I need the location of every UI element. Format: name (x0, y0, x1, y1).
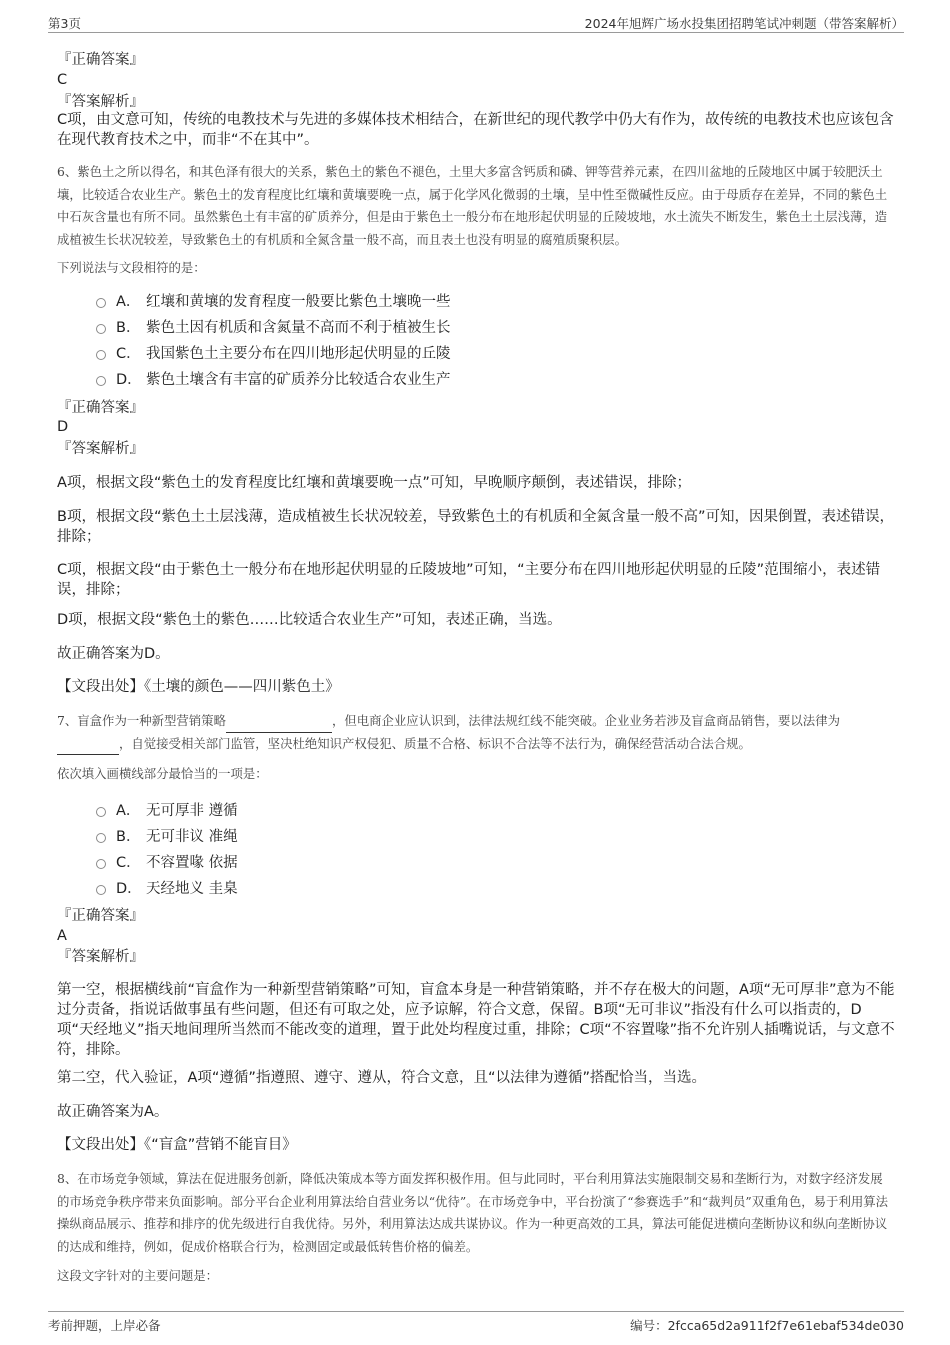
q6-option-a[interactable] (96, 292, 451, 312)
document-id: 编号：2fcca65d2a911f2f7e61ebaf534de030 (630, 1318, 904, 1333)
option-letter: C． (116, 855, 141, 871)
document-title: 2024年旭辉广场水投集团招聘笔试冲刺题（带答案解析） (584, 16, 904, 31)
radio-icon[interactable] (96, 324, 106, 334)
option-text: 不容置喙 依据 (146, 855, 238, 871)
page-header (48, 12, 904, 33)
q6-correct-answer-label: 『正确答案』 (57, 400, 144, 416)
q7-prompt: 依次填入画横线部分最恰当的一项是： (57, 766, 268, 781)
fill-blank-2 (57, 740, 119, 755)
q6-correct-answer-value: D (57, 419, 69, 435)
q7-option-b[interactable] (96, 827, 238, 847)
q6-passage: 6、紫色土之所以得名，和其色泽有很大的关系，紫色土的紫色不褪色，土里大多富含钙质和磷、钾等营养元素，在四川盆地的丘陵地区中属于较肥沃土壤，比较适合农业生产。紫色土的发育程度比红壤和黄壤要晚一点，属于化学风化微弱的土壤，呈中性至微碱性反应。由于母质存在差异，不同的紫色土中石灰含量也有所不同。虽然紫色土有丰富的矿质养分，但是由于紫色土一般分布在地形起伏明显的丘陵坡地，水土流失不断发生，紫色土土层浅薄，造成植被生长状况较差，导致紫色土的有机质和全氮含量一般不高，而且表土也没有明显的腐殖质聚积层。 (57, 164, 888, 247)
q7-correct-answer-value: A (57, 928, 67, 944)
option-text: 天经地义 圭臬 (146, 881, 238, 897)
q5-analysis-text: C项，由文意可知，传统的电教技术与先进的多媒体技术相结合，在新世纪的现代教学中仍大有作为，故传统的电教技术也应该包含在现代教育技术之中，而非“不在其中”。 (57, 112, 894, 148)
q7-option-d[interactable] (96, 879, 238, 899)
page-footer (48, 1311, 904, 1336)
q6-analysis-b: B项，根据文段“紫色土土层浅薄，造成植被生长状况较差，导致紫色土的有机质和全氮含量一般不高”可知，因果倒置，表述错误，排除； (57, 509, 894, 545)
q6-analysis-c: C项，根据文段“由于紫色土一般分布在地形起伏明显的丘陵坡地”可知，“主要分布在四川地形起伏明显的丘陵”范围缩小，表述错误，排除； (57, 562, 881, 598)
radio-icon[interactable] (96, 859, 106, 869)
option-text: 我国紫色土主要分布在四川地形起伏明显的丘陵 (146, 346, 451, 362)
q7-passage-part2: ，但电商企业应认识到，法律法规红线不能突破。企业业务若涉及盲盒商品销售，要以法律为 (331, 713, 840, 728)
footer-slogan: 考前押题，上岸必备 (48, 1318, 161, 1333)
option-letter: D． (116, 881, 142, 897)
q8-prompt: 这段文字针对的主要问题是： (57, 1268, 219, 1283)
q7-analysis-label: 『答案解析』 (57, 949, 144, 965)
fill-blank-1 (226, 718, 332, 733)
option-letter: A． (116, 803, 141, 819)
q6-conclusion: 故正确答案为D。 (57, 646, 170, 662)
q7-source: 【文段出处】《“盲盒”营销不能盲目》 (57, 1137, 297, 1153)
option-text: 无可非议 准绳 (146, 829, 238, 845)
q6-source: 【文段出处】《土壤的颜色——四川紫色土》 (57, 679, 340, 695)
q7-passage-part1: 7、盲盒作为一种新型营销策略 (57, 713, 226, 728)
q7-conclusion: 故正确答案为A。 (57, 1104, 169, 1120)
option-text: 紫色土壤含有丰富的矿质养分比较适合农业生产 (146, 372, 451, 388)
option-letter: D． (116, 372, 142, 388)
q6-option-c[interactable] (96, 344, 451, 364)
q7-passage-part3: ，自觉接受相关部门监管，坚决杜绝知识产权侵犯、质量不合格、标识不合法等不法行为，确保经营活动合法合规。 (119, 735, 751, 751)
page-number: 第3页 (48, 16, 81, 31)
radio-icon[interactable] (96, 298, 106, 308)
q6-prompt: 下列说法与文段相符的是： (57, 260, 206, 275)
option-text: 紫色土因有机质和含氮量不高而不利于植被生长 (146, 320, 451, 336)
radio-icon[interactable] (96, 885, 106, 895)
q7-correct-answer-label: 『正确答案』 (57, 908, 144, 924)
q6-analysis-d: D项，根据文段“紫色土的紫色……比较适合农业生产”可知，表述正确，当选。 (57, 612, 562, 628)
option-letter: B． (116, 829, 141, 845)
q5-analysis-label: 『答案解析』 (57, 94, 144, 110)
radio-icon[interactable] (96, 350, 106, 360)
option-letter: A． (116, 294, 141, 310)
q6-analysis-label: 『答案解析』 (57, 441, 144, 457)
option-text: 无可厚非 遵循 (146, 803, 238, 819)
q5-correct-answer-value: C (57, 72, 68, 88)
q8-passage: 8、在市场竞争领域，算法在促进服务创新，降低决策成本等方面发挥积极作用。但与此同时，平台利用算法实施限制交易和垄断行为，对数字经济发展的市场竞争秩序带来负面影响。部分平台企业利用算法给自营业务以“优待”。在市场竞争中，平台扮演了“参赛选手”和“裁判员”双重角色，易于利用算法操纵商品展示、推荐和排序的优先级进行自我优待。另外，利用算法达成共谋协议。作为一种更高效的工具，算法可能促进横向垄断协议和纵向垄断协议的达成和维持，例如，促成价格联合行为，检测固定或最低转售价格的偏差。 (57, 1171, 889, 1254)
q7-option-a[interactable] (96, 801, 238, 821)
q6-analysis-a: A项，根据文段“紫色土的发育程度比红壤和黄壤要晚一点”可知，早晚顺序颠倒，表述错误，排除； (57, 475, 691, 491)
q7-passage (57, 710, 895, 755)
option-text: 红壤和黄壤的发育程度一般要比紫色土壤晚一些 (146, 294, 451, 310)
q6-option-b[interactable] (96, 318, 451, 338)
option-letter: C． (116, 346, 141, 362)
q6-option-d[interactable] (96, 370, 451, 390)
radio-icon[interactable] (96, 807, 106, 817)
q7-analysis-blank-1: 第一空，根据横线前“盲盒作为一种新型营销策略”可知，盲盒本身是一种营销策略，并不存在极大的问题，A项“无可厚非”意为不能过分责备，指说话做事虽有些问题，但还有可取之处，应予谅解，符合文意，保留。B项“无可非议”指没有什么可以指责的，D项“天经地义”指天地间理所当然而不能改变的道理，置于此处均程度过重，排除；C项“不容置喙”指不允许别人插嘴说话，与文意不符，排除。 (57, 982, 895, 1058)
q7-analysis-blank-2: 第二空，代入验证，A项“遵循”指遵照、遵守、遵从，符合文意，且“以法律为遵循”搭配恰当，当选。 (57, 1070, 706, 1086)
radio-icon[interactable] (96, 833, 106, 843)
q5-correct-answer-label: 『正确答案』 (57, 52, 144, 68)
q7-option-c[interactable] (96, 853, 238, 873)
radio-icon[interactable] (96, 376, 106, 386)
option-letter: B． (116, 320, 141, 336)
